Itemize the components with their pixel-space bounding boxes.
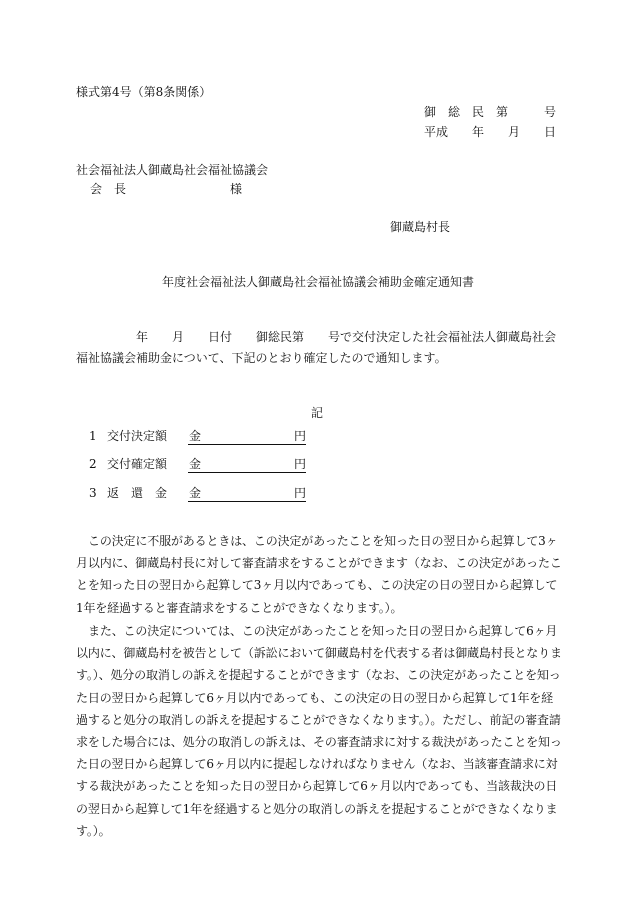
document-date: 平成 年 月 日	[424, 125, 557, 139]
item-label: 交付確定額	[107, 457, 168, 471]
intro-line-2: 福祉協議会補助金について、下記のとおり確定したので通知します。	[76, 351, 447, 365]
amount-unit: 円	[293, 486, 306, 500]
amount-field	[188, 428, 306, 445]
document-title: 年度社会福祉法人御蔵島社会福祉協議会補助金確定通知書	[162, 275, 475, 289]
item-number: 1	[89, 429, 97, 443]
addressee-organization: 社会福祉法人御蔵島社会福祉協議会	[76, 163, 269, 177]
item-label: 返 還 金	[107, 486, 168, 500]
amount-prefix: 金	[189, 486, 202, 500]
intro-line-1: 年 月 日付 御総民第 号で交付決定した社会福祉法人御蔵島社会	[136, 330, 557, 344]
amount-field	[188, 485, 306, 502]
item-number: 3	[89, 486, 97, 500]
notice-paragraph-1: この決定に不服があるときは、この決定があったことを知った日の翌日から起算して3ヶ月以内に、御蔵島村長に対して審査請求をすることができます（なお、この決定があったことを知った日の翌日から起算して3ヶ月以内であっても、この決定の日の翌日から起算して1年を経過すると審査請求をすることができなくなります。）。	[76, 534, 562, 615]
ki-heading: 記	[311, 406, 324, 420]
notice-paragraph-2: また、この決定については、この決定があったことを知った日の翌日から起算して6ヶ月以内に、御蔵島村を被告として（訴訟において御蔵島村を代表する者は御蔵島村長となります。）、処分の取消しの訴えを提起することができます（なお、この決定があったことを知った日の翌日から起算して6ヶ月以内であっても、この決定の日の翌日から起算して1年を経過すると処分の取消しの訴えを提起することができなくなります。）。ただし、前記の審査請求をした場合には、処分の取消しの訴えは、その審査請求に対する裁決があったことを知った日の翌日から起算して6ヶ月以内に提起しなければなりません（なお、当該審査請求に対する裁決があったことを知った日の翌日から起算して6ヶ月以内であっても、当該裁決の日の翌日から起算して1年を経過すると処分の取消しの訴えを提起することができなくなります。）。	[76, 624, 562, 838]
amount-prefix: 金	[189, 429, 202, 443]
addressee-honorific: 様	[230, 182, 243, 196]
document-number: 御 総 民 第 号	[424, 105, 557, 119]
amount-prefix: 金	[189, 457, 202, 471]
amount-unit: 円	[293, 457, 306, 471]
item-label: 交付決定額	[107, 429, 168, 443]
sender-name: 御蔵島村長	[390, 220, 451, 234]
amount-unit: 円	[293, 429, 306, 443]
form-label: 様式第4号（第8条関係）	[76, 85, 212, 99]
item-number: 2	[89, 457, 97, 471]
addressee-title: 会 長	[90, 182, 127, 196]
amount-field	[188, 456, 306, 473]
